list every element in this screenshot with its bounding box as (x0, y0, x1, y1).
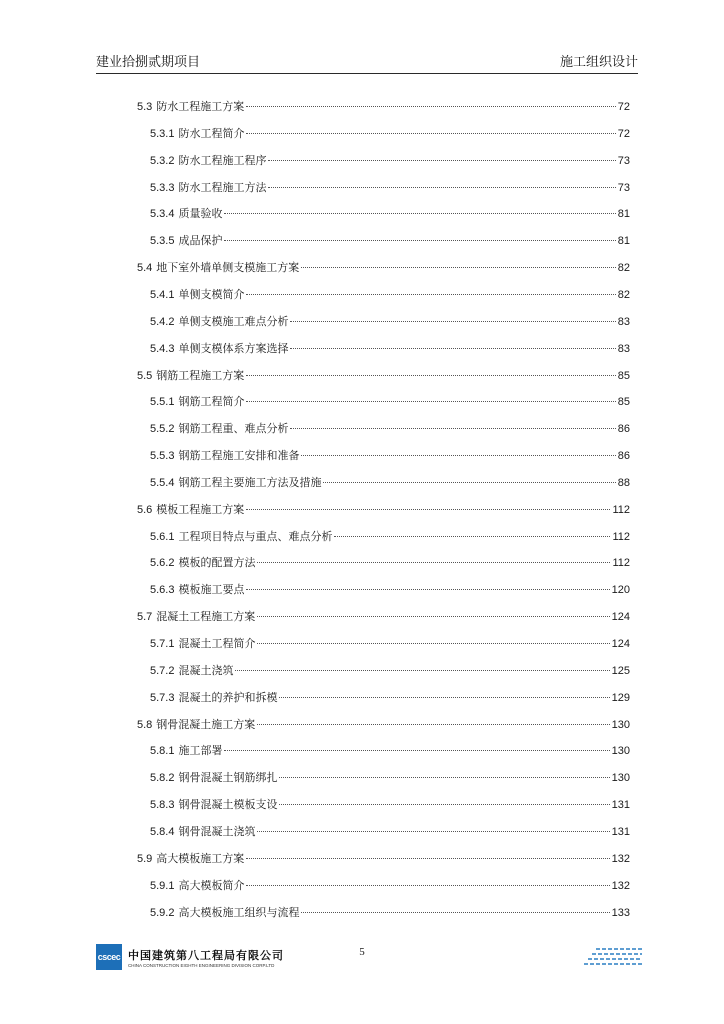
toc-entry-page: 82 (617, 288, 630, 301)
company-name-cn: 中国建筑第八工程局有限公司 (128, 948, 284, 962)
header-project-title: 建业拾捌贰期项目 (96, 55, 201, 70)
toc-entry[interactable] (137, 259, 630, 275)
toc-entry[interactable] (150, 125, 630, 141)
toc-entry-title: 模板施工要点 (178, 583, 245, 597)
toc-entry-title: 防水工程简介 (178, 126, 245, 140)
toc-entry-page: 72 (617, 101, 630, 113)
toc-entry-number: 5.8.1 (150, 745, 175, 758)
toc-entry-number: 5.7.3 (150, 691, 175, 704)
toc-entry-page: 88 (617, 476, 630, 489)
toc-entry[interactable] (137, 716, 630, 732)
toc-dot-leader (257, 616, 609, 617)
toc-entry[interactable] (150, 474, 630, 490)
toc-entry-title: 钢筋工程施工安排和准备 (178, 449, 300, 463)
toc-entry-title: 高大模板施工组织与流程 (178, 905, 300, 919)
toc-entry-title: 防水工程施工方案 (156, 100, 245, 113)
toc-entry-title: 模板的配置方法 (178, 556, 256, 570)
toc-entry-title: 钢筋工程重、难点分析 (178, 422, 289, 436)
page-number: 5 (359, 946, 365, 958)
toc-entry-number: 5.4 (137, 262, 153, 275)
toc-dot-leader (224, 213, 615, 214)
toc-entry-title: 高大模板施工方案 (156, 851, 245, 865)
toc-dot-leader (257, 643, 609, 644)
toc-dot-leader (323, 482, 615, 483)
toc-entry-page: 112 (612, 557, 630, 570)
toc-entry-number: 5.3.2 (150, 154, 175, 167)
toc-entry-number: 5.3.1 (150, 127, 175, 140)
toc-entry-page: 124 (611, 638, 630, 650)
toc-entry-number: 5.6.1 (150, 530, 175, 543)
toc-entry-title: 单侧支模体系方案选择 (178, 341, 289, 355)
toc-entry[interactable] (150, 286, 630, 302)
toc-entry-page: 83 (617, 342, 630, 355)
toc-entry-page: 73 (617, 181, 630, 194)
toc-entry-title: 钢骨混凝土模板支设 (178, 798, 278, 812)
toc-dot-leader (224, 750, 609, 751)
toc-entry-page: 82 (617, 262, 630, 275)
toc-entry-number: 5.5.3 (150, 450, 175, 463)
toc-entry-page: 85 (617, 396, 630, 409)
toc-entry[interactable] (150, 877, 630, 893)
toc-entry[interactable] (150, 796, 630, 812)
toc-entry-number: 5.4.2 (150, 315, 175, 328)
toc-dot-leader (301, 912, 609, 913)
toc-entry[interactable] (137, 608, 630, 624)
toc-dot-leader (246, 294, 615, 295)
toc-entry-page: 130 (611, 745, 630, 758)
toc-entry-title: 模板工程施工方案 (156, 502, 245, 516)
toc-entry-number: 5.5.1 (150, 396, 175, 409)
toc-entry[interactable] (150, 420, 630, 436)
toc-dot-leader (279, 777, 609, 778)
company-name-en: CHINA CONSTRUCTION EIGHTH ENGINEERING DIVISION CORP.LTD (128, 962, 275, 968)
toc-entry-title: 钢筋工程施工方案 (156, 368, 245, 382)
toc-entry-title: 钢骨混凝土施工方案 (156, 717, 256, 731)
toc-entry-page: 133 (611, 906, 630, 919)
toc-entry-number: 5.9 (137, 852, 153, 865)
toc-entry-page: 125 (611, 664, 630, 677)
toc-dot-leader (279, 804, 609, 805)
toc-entry[interactable] (150, 205, 630, 221)
toc-entry-page: 129 (611, 691, 630, 704)
toc-entry-page: 130 (611, 772, 630, 785)
toc-entry[interactable] (137, 501, 630, 517)
toc-entry-page: 132 (611, 852, 630, 865)
toc-entry-number: 5.6 (137, 503, 153, 516)
toc-dot-leader (246, 858, 609, 859)
toc-entry[interactable] (150, 823, 630, 839)
toc-entry[interactable] (150, 179, 630, 195)
toc-dot-leader (268, 160, 615, 161)
toc-entry[interactable] (150, 340, 630, 356)
toc-entry-page: 81 (617, 208, 630, 221)
toc-dot-leader (246, 401, 615, 402)
toc-entry[interactable] (150, 581, 630, 597)
toc-entry-title: 防水工程施工程序 (178, 153, 267, 167)
toc-dot-leader (290, 428, 615, 429)
toc-entry-title: 成品保护 (178, 234, 223, 248)
toc-entry-page: 131 (611, 825, 630, 838)
toc-entry-number: 5.3.4 (150, 208, 175, 221)
toc-entry-title: 工程项目特点与重点、难点分析 (178, 529, 333, 543)
toc-entry-page: 86 (617, 423, 630, 436)
toc-entry-number: 5.8.4 (150, 825, 175, 838)
toc-entry[interactable] (150, 232, 630, 248)
toc-dot-leader (301, 455, 615, 456)
toc-dot-leader (334, 536, 610, 537)
toc-entry-title: 钢筋工程简介 (178, 395, 245, 409)
toc-entry-page: 120 (611, 584, 630, 597)
toc-entry-number: 5.7 (137, 611, 153, 624)
toc-entry-number: 5.3.5 (150, 235, 175, 248)
toc-entry[interactable] (150, 742, 630, 758)
toc-entry-number: 5.6.2 (150, 557, 175, 570)
toc-entry-title: 防水工程施工方法 (178, 180, 267, 194)
toc-entry-title: 质量验收 (178, 207, 223, 221)
toc-entry-title: 地下室外墙单侧支模施工方案 (156, 261, 300, 275)
toc-entry[interactable] (150, 662, 630, 678)
toc-entry-page: 131 (611, 799, 630, 812)
toc-entry-number: 5.5.2 (150, 423, 175, 436)
toc-entry[interactable] (150, 447, 630, 463)
toc-entry-number: 5.9.1 (150, 879, 175, 892)
toc-dot-leader (235, 670, 609, 671)
toc-dot-leader (290, 321, 615, 322)
toc-dot-leader (246, 885, 609, 886)
toc-entry-title: 混凝土的养护和拆模 (178, 690, 278, 704)
toc-entry-number: 5.8.3 (150, 799, 175, 812)
toc-entry-number: 5.7.1 (150, 638, 175, 650)
toc-dot-leader (246, 106, 615, 107)
toc-entry[interactable] (150, 635, 630, 651)
toc-entry-title: 钢筋工程主要施工方法及措施 (178, 475, 322, 489)
toc-entry-number: 5.8.2 (150, 772, 175, 785)
header-document-type: 施工组织设计 (559, 55, 638, 70)
toc-entry-title: 混凝土浇筑 (178, 663, 234, 677)
toc-entry-number: 5.6.3 (150, 584, 175, 597)
toc-dot-leader (246, 509, 610, 510)
toc-entry-number: 5.5.4 (150, 476, 175, 489)
toc-dot-leader (246, 133, 615, 134)
toc-entry-title: 单侧支模施工难点分析 (178, 314, 289, 328)
toc-entry-title: 高大模板简介 (178, 878, 245, 892)
toc-entry[interactable] (137, 98, 630, 114)
toc-entry-number: 5.3 (137, 101, 153, 113)
toc-entry-page: 72 (617, 127, 630, 140)
toc-entry-page: 86 (617, 450, 630, 463)
toc-entry-number: 5.5 (137, 369, 153, 382)
toc-entry[interactable] (150, 904, 630, 920)
toc-entry-page: 130 (611, 718, 630, 731)
toc-entry[interactable] (150, 689, 630, 705)
toc-entry[interactable] (137, 367, 630, 383)
toc-entry-title: 混凝土工程施工方案 (156, 610, 256, 624)
toc-entry[interactable] (150, 152, 630, 168)
toc-entry[interactable] (150, 313, 630, 329)
decorative-stripes-icon (582, 946, 644, 968)
toc-dot-leader (301, 267, 615, 268)
toc-entry-page: 112 (612, 530, 630, 543)
toc-entry-page: 85 (617, 369, 630, 382)
toc-entry-number: 5.8 (137, 718, 153, 731)
toc-entry[interactable] (150, 769, 630, 785)
toc-dot-leader (279, 697, 609, 698)
toc-entry-number: 5.4.3 (150, 342, 175, 355)
toc-dot-leader (257, 562, 610, 563)
toc-entry-page: 132 (611, 879, 630, 892)
toc-dot-leader (257, 831, 609, 832)
toc-entry-number: 5.4.1 (150, 288, 175, 301)
toc-entry[interactable] (150, 528, 630, 544)
toc-entry-title: 混凝土工程简介 (178, 637, 256, 650)
toc-entry-page: 73 (617, 154, 630, 167)
cscec-logo-icon: cscec (96, 944, 122, 970)
toc-entry-page: 81 (617, 235, 630, 248)
toc-entry-page: 124 (611, 611, 630, 624)
toc-entry-title: 钢骨混凝土浇筑 (178, 824, 256, 838)
toc-dot-leader (246, 375, 615, 376)
toc-entry-page: 112 (612, 503, 630, 516)
toc-entry-title: 钢骨混凝土钢筋绑扎 (178, 771, 278, 785)
toc-dot-leader (246, 589, 609, 590)
toc-entry[interactable] (137, 850, 630, 866)
toc-dot-leader (257, 724, 609, 725)
toc-entry-page: 83 (617, 315, 630, 328)
toc-entry-number: 5.3.3 (150, 181, 175, 194)
toc-entry-number: 5.7.2 (150, 664, 175, 677)
page-header (96, 52, 638, 74)
toc-dot-leader (290, 348, 615, 349)
toc-dot-leader (268, 187, 615, 188)
toc-entry-title: 单侧支模简介 (178, 287, 245, 301)
toc-entry[interactable] (150, 554, 630, 570)
toc-dot-leader (224, 240, 615, 241)
toc-entry-number: 5.9.2 (150, 906, 175, 919)
toc-entry[interactable] (150, 393, 630, 409)
toc-entry-title: 施工部署 (178, 744, 223, 758)
